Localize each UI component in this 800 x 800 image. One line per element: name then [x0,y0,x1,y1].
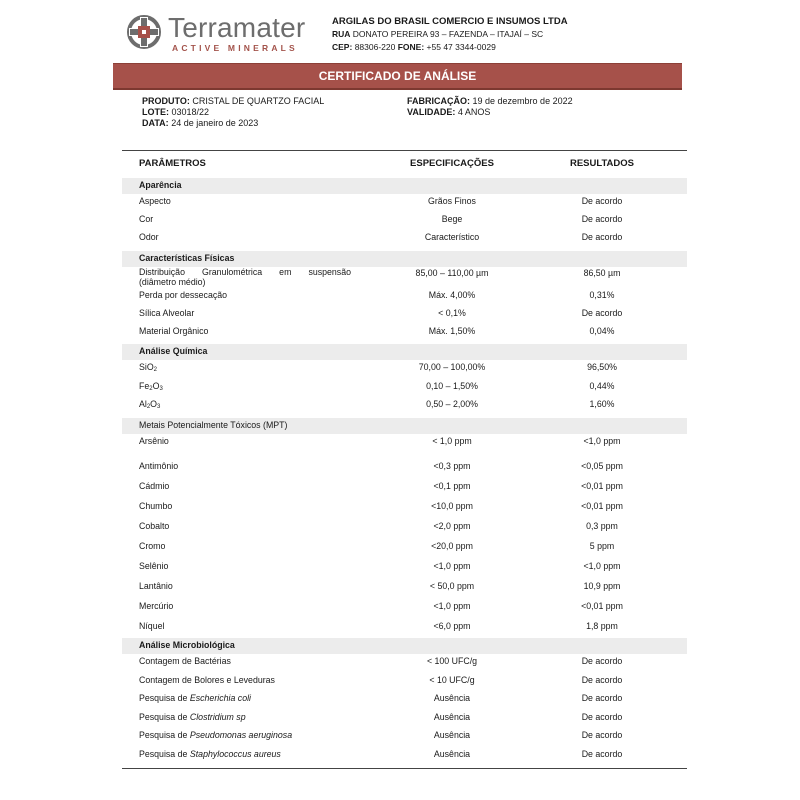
result-cell: <0,01 ppm [581,601,623,611]
table-row [122,601,687,615]
table-section-header [122,344,687,360]
section-label: Análise Química [139,346,208,356]
result-cell: 96,50% [587,362,617,372]
lot-label: LOTE: [142,107,169,117]
table-section-header [122,638,687,654]
lot-value: 03018/22 [171,107,210,117]
result-cell: 1,8 ppm [586,621,618,631]
address-value: DONATO PEREIRA 93 – FAZENDA – ITAJAÍ – SC [352,29,544,39]
specification-cell: Ausência [433,693,471,703]
parameter-cell: Odor [139,232,159,242]
result-cell: De acordo [581,693,623,703]
parameter-cell: Pesquisa de Staphylococcus aureus [139,749,281,759]
table-row [122,461,687,475]
parameter-cell: Cromo [139,541,166,551]
parameter-cell: $Al_2O_3$ [139,399,161,410]
parameter-cell: Contagem de Bactérias [139,656,231,666]
table-row [122,712,687,726]
table-row [122,399,687,413]
specification-cell: <20,0 ppm [431,541,473,551]
address-label: RUA [332,29,351,39]
product-label: PRODUTO: [142,96,190,106]
parameter-cell: SiO$_2$ [139,362,158,373]
header-results: RESULTADOS [569,158,635,169]
result-cell: De acordo [581,712,623,722]
manufacture-value: 19 de dezembro de 2022 [472,96,573,106]
table-row [122,362,687,376]
parameter-cell: Pesquisa de Escherichia coli [139,693,251,703]
table-row [122,308,687,322]
specification-cell: 85,00 – 110,00 µm [415,268,489,278]
table-row [122,675,687,689]
table-row [122,541,687,555]
result-cell: De acordo [581,232,623,242]
specification-cell: Bege [441,214,463,224]
result-cell: De acordo [581,196,623,206]
specification-cell: <10,0 ppm [431,501,473,511]
result-cell: 0,3 ppm [586,521,618,531]
table-header [122,158,687,172]
header-specifications: ESPECIFICAÇÕES [410,158,494,169]
specification-cell: Ausência [433,712,471,722]
brand-tagline: ACTIVE MINERALS [172,43,298,53]
table-row [122,436,687,450]
section-label: Análise Microbiológica [139,640,235,650]
specification-cell: <6,0 ppm [433,621,471,631]
parameter-cell: Perda por dessecação [139,290,228,300]
result-cell: De acordo [581,749,623,759]
parameter-cell: Cor [139,214,154,224]
table-section-header [122,178,687,194]
section-label: Metais Potencialmente Tóxicos (MPT) [139,420,288,430]
result-cell: De acordo [581,656,623,666]
specification-cell: Ausência [433,730,471,740]
table-row [122,232,687,246]
terramater-logo-icon [126,14,162,50]
specification-cell: < 10 UFC/g [429,675,475,685]
product-info [142,96,324,129]
result-cell: 0,31% [589,290,615,300]
result-cell: De acordo [581,730,623,740]
table-row [122,196,687,210]
company-address [332,28,568,41]
date-value: 24 de janeiro de 2023 [171,118,259,128]
specification-cell: Máx. 1,50% [428,326,476,336]
result-cell: De acordo [581,214,623,224]
table-row [122,621,687,635]
table-section-header [122,251,687,267]
parameter-cell: Chumbo [139,501,173,511]
parameter-cell: Lantânio [139,581,173,591]
specification-cell: Característico [424,232,480,242]
result-cell: 1,60% [589,399,615,409]
table-bottom-rule [122,768,687,769]
parameter-cell: Mercúrio [139,601,174,611]
parameter-cell: $Fe_2O_3$ [139,381,163,392]
table-row [122,693,687,707]
company-contact [332,41,568,54]
specification-cell: < 1,0 ppm [432,436,472,446]
table-subsection-header [122,418,687,434]
table-row [122,581,687,595]
parameter-cell: Antimônio [139,461,179,471]
table-row [122,381,687,395]
specification-cell: Máx. 4,00% [428,290,476,300]
specification-cell: 0,50 – 2,00% [426,399,478,409]
specification-cell: <0,3 ppm [433,461,471,471]
result-cell: <0,05 ppm [581,461,623,471]
result-cell: <0,01 ppm [581,501,623,511]
specification-cell: <2,0 ppm [433,521,471,531]
result-cell: 10,9 ppm [583,581,621,591]
table-row [122,561,687,575]
parameter-cell: Cádmio [139,481,170,491]
parameter-cell: Sílica Alveolar [139,308,195,318]
result-cell: <1,0 ppm [583,561,621,571]
table-row [122,326,687,340]
specification-cell: <1,0 ppm [433,561,471,571]
result-cell: <0,01 ppm [581,481,623,491]
specification-cell: < 0,1% [438,308,466,318]
phone-label: FONE: [397,42,425,52]
table-row [122,481,687,495]
header-parameters: PARÂMETROS [139,158,206,169]
result-cell: <1,0 ppm [583,436,621,446]
brand-name: Terramater [168,12,306,43]
table-row [122,749,687,763]
section-label: Características Físicas [139,253,235,263]
specification-cell: < 100 UFC/g [426,656,478,666]
manufacture-info [407,96,573,118]
parameter-cell: Pesquisa de Pseudomonas aeruginosa [139,730,293,740]
parameter-cell: Distribuição Granulométrica em suspensão (diâmetro médio) [139,267,351,287]
parameter-cell: Níquel [139,621,165,631]
result-cell: De acordo [581,308,623,318]
result-cell: 86,50 µm [583,268,621,278]
parameter-cell: Cobalto [139,521,170,531]
manufacture-line [407,96,573,107]
lot-line [142,107,324,118]
table-row [122,501,687,515]
manufacture-label: FABRICAÇÃO: [407,96,470,106]
table-row [122,267,687,287]
cep-label: CEP: [332,42,353,52]
result-cell: 5 ppm [589,541,615,551]
parameter-cell: Aspecto [139,196,171,206]
parameter-cell: Selênio [139,561,169,571]
phone-value: +55 47 3344-0029 [426,42,496,52]
company-info [332,15,568,54]
table-row [122,521,687,535]
specification-cell: <1,0 ppm [433,601,471,611]
result-cell: De acordo [581,675,623,685]
terramater-logo [126,12,306,52]
result-cell: 0,44% [589,381,615,391]
certificate-title: CERTIFICADO DE ANÁLISE [113,63,682,90]
table-row [122,290,687,304]
table-row [122,730,687,744]
company-name: ARGILAS DO BRASIL COMERCIO E INSUMOS LTDA [332,16,568,27]
specification-cell: 0,10 – 1,50% [426,381,478,391]
specification-cell: Ausência [433,749,471,759]
date-line [142,118,324,129]
specification-cell: < 50,0 ppm [429,581,475,591]
product-line [142,96,324,107]
date-label: DATA: [142,118,169,128]
validity-label: VALIDADE: [407,107,456,117]
product-value: CRISTAL DE QUARTZO FACIAL [192,96,325,106]
cep-value: 88306-220 [354,42,396,52]
specification-cell: 70,00 – 100,00% [418,362,486,372]
table-top-rule [122,150,687,151]
parameter-cell: Arsênio [139,436,169,446]
validity-line [407,107,573,118]
validity-value: 4 ANOS [457,107,491,117]
result-cell: 0,04% [589,326,615,336]
parameter-cell: Pesquisa de Clostridium sp [139,712,246,722]
table-row [122,656,687,670]
parameter-cell: Contagem de Bolores e Leveduras [139,675,275,685]
table-row [122,214,687,228]
specification-cell: Grãos Finos [428,196,476,206]
parameter-cell: Material Orgânico [139,326,209,336]
specification-cell: <0,1 ppm [433,481,471,491]
section-label: Aparência [139,180,182,190]
